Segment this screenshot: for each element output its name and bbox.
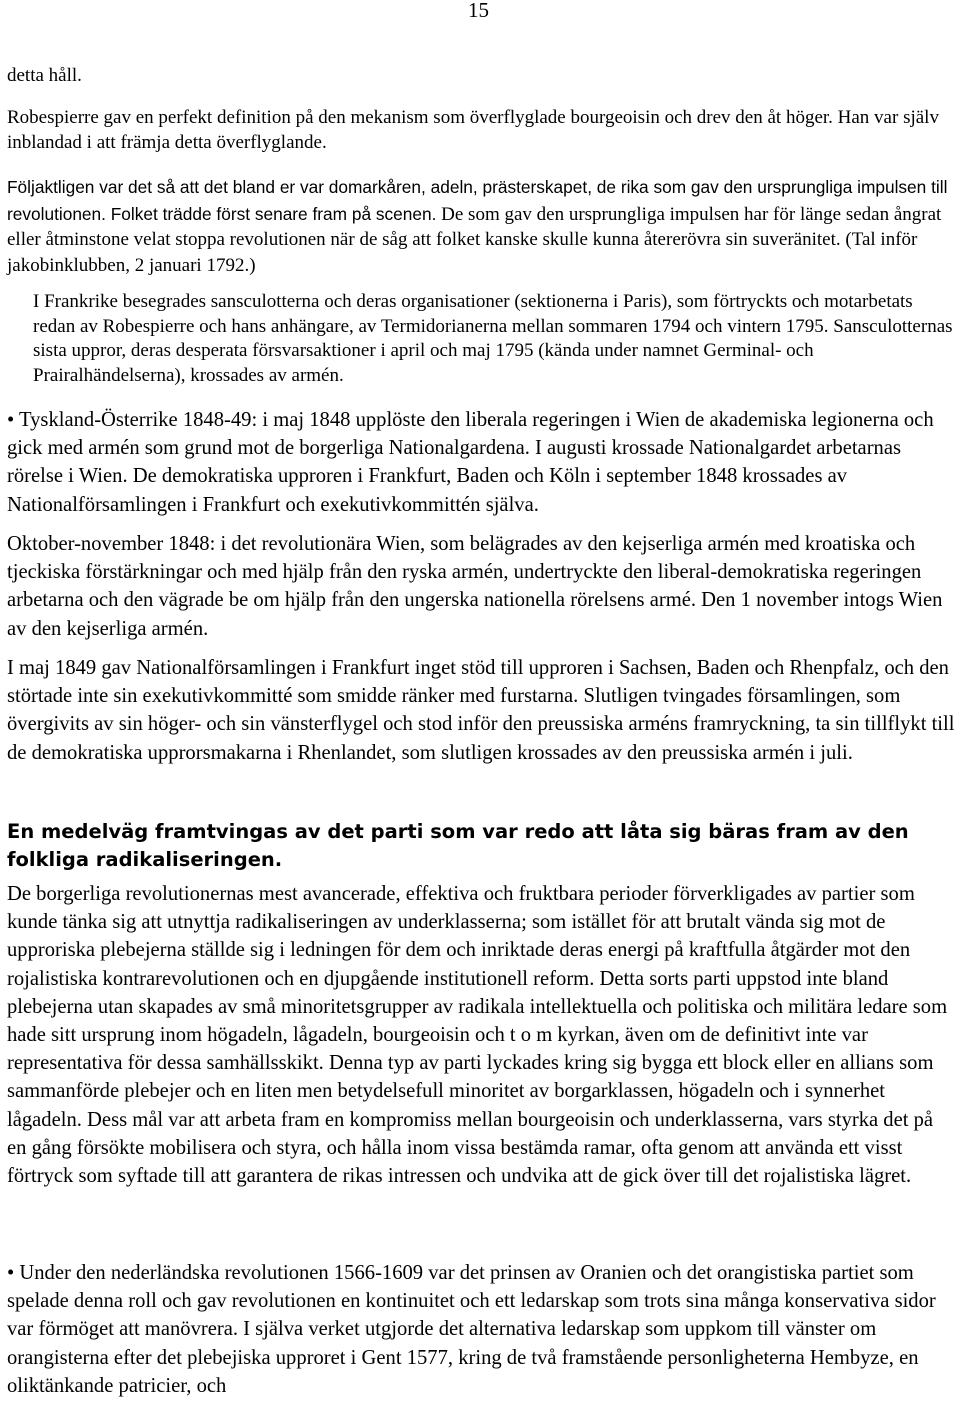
page-number: 15 <box>468 0 489 22</box>
quote-serif-text: De som gav den ursprungliga impulsen har för länge sedan ångrat eller åtminstone velat stoppa revolutionen när de såg att folket kanske skulle kunna återerövra sin suveränitet. (Tal inför jakobinklubben, 2 januari 1792.) <box>7 203 942 276</box>
quote-sans-text: Följaktligen var det så att det bland er var domarkåren, adeln, prästerskapet, de rika som gav den ursprungliga impulsen till revolutionen. Folket trädde först senare fram på scenen. <box>7 177 948 224</box>
paragraph-frankrike: I Frankrike besegrades sansculotterna och deras organisationer (sektionerna i Paris), som förtryckts och motarbetats redan av Robespierre och hans anhängare, av Termidorianerna mellan sommaren 1794 och vintern 1795. Sansculotternas sista uppror, deras desperata försvarsaktioner i april och maj 1795 (kända under namnet Germinal- och Prairalhändelserna), krossades av armén. <box>33 291 953 386</box>
bullet-tyskland: • Tyskland-Österrike 1848-49: i maj 1848 upplöste den liberala regeringen i Wien de akademiska legionerna och gick med armén som grund mot de borgerliga Nationalgardena. I augusti krossade Nationalgardet arbetarnas rörelse i Wien. De demokratiska upproren i Frankfurt, Baden och Köln i september 1848 krossades av Nationalförsamlingen i Frankfurt och exekutivkommittén själva. <box>7 409 934 516</box>
bullet-nederlandska: • Under den nederländska revolutionen 1566-1609 var det prinsen av Oranien och det orangistiska partiet som spelade denna roll och gav revolutionen en kontinuitet och ett ledarskap som trots sina många konservativa sidor var förmöget att manövrera. I själva verket utgjorde det alternativa ledarskap som uppkom till vänster om orangisterna efter det plebejiska upproret i Gent 1577, kring de två framstående personligheterna Hembyze, en oliktänkande patricier, och <box>7 1262 936 1397</box>
paragraph-opening: detta håll. <box>7 65 82 86</box>
section-heading: En medelväg framtvingas av det parti som var redo att låta sig bäras fram av den folkliga radikaliseringen. <box>7 820 909 871</box>
paragraph-robespierre: Robespierre gav en perfekt definition på den mekanism som överflyglade bourgeoisin och drev den åt höger. Han var själv inblandad i att främja detta överflyglande. <box>7 107 939 153</box>
paragraph-oktober: Oktober-november 1848: i det revolutionära Wien, som belägrades av den kejserliga armén med kroatiska och tjeckiska förstärkningar och med hjälp från den ryska armén, undertryckte den liberal-demokratiska regeringen arbetarna och den vägrade be om hjälp från den ungerska nationella rörelsens armé. Den 1 november intogs Wien av den kejserliga armén. <box>7 533 943 640</box>
paragraph-maj-1849: I maj 1849 gav Nationalförsamlingen i Frankfurt inget stöd till upproren i Sachsen, Baden och Rhenpfalz, och den störtade inte sin exekutivkommitté som smidde ränker med furstarna. Slutligen tvingades församlingen, som övergivits av sin höger- och sin vänsterflygel och stod inför den preussiska arméns framryckning, ta sin tillflykt till de demokratiska upprorsmakarna i Rhenlandet, som slutligen krossades av den preussiska armén i juli. <box>7 657 955 764</box>
quote-paragraph <box>7 175 957 279</box>
paragraph-borgerliga: De borgerliga revolutionernas mest avancerade, effektiva och fruktbara perioder förverkligades av partier som kunde tänka sig att utnyttja radikaliseringen av underklasserna; som istället för att brutalt vända sig mot de upproriska plebejerna ställde sig i ledningen för dem och inriktade deras energi på kraftfulla åtgärder mot den rojalistiska kontrarevolutionen och en djupgående institutionell reform. Detta sorts parti uppstod inte bland plebejerna utan skapades av små minoritetsgrupper av radikala intellektuella och politiska och militära ledare som hade sitt ursprung inom högadeln, lågadeln, bourgeoisin och t o m kyrkan, även om de definitivt inte var representativa för dessa samhällsskikt. Denna typ av parti lyckades kring sig bygga ett block eller en allians som sammanförde plebejer och en liten men betydelsefull minoritet av borgarklassen, högadeln och i synnerhet lågadeln. Dess mål var att arbeta fram en kompromiss mellan bourgeoisin och underklasserna, vars styrka det på en gång försökte mobilisera och styra, och hålla inom vissa bestämda ramar, ofta genom att använda ett visst förtryck som syftade till att garantera de rikas intressen och undvika att de gick över till det rojalistiska lägret. <box>7 883 948 1188</box>
